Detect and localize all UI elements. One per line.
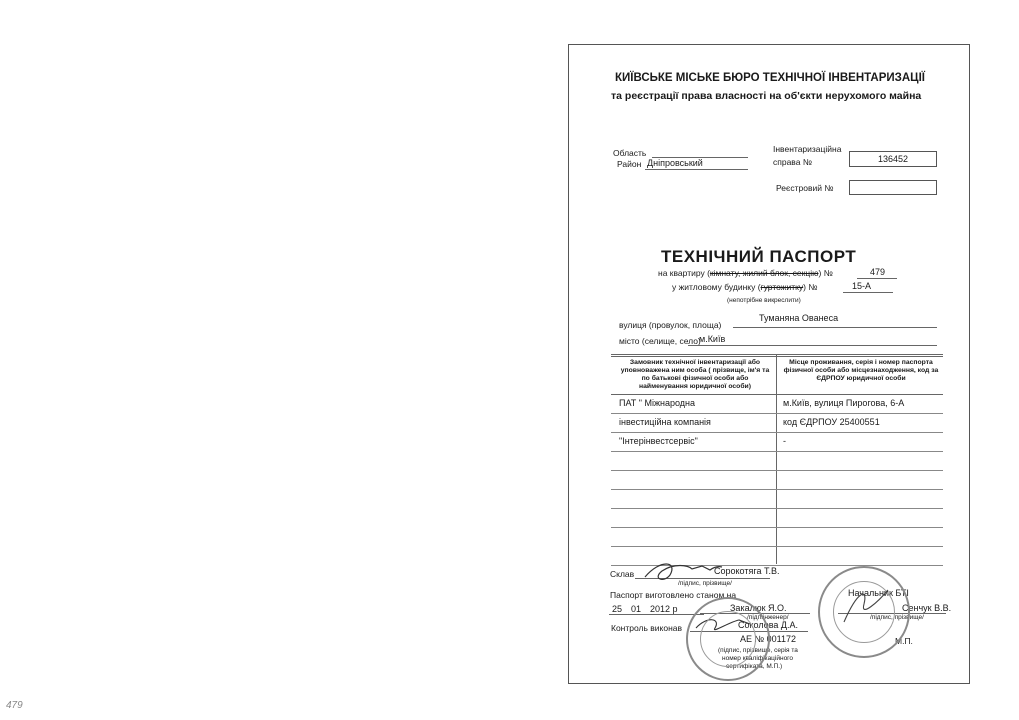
inventory-label-1: Інвентаризаційна [773,144,842,154]
district-underline [645,169,748,170]
table-row [611,413,943,432]
made-as-of-label: Паспорт виготовлено станом на [610,590,737,600]
table-row [611,451,943,470]
inventory-number: 136452 [877,154,909,164]
apartment-number: 479 [870,267,886,277]
controller-name: Соколова Д.А. [738,620,798,630]
apartment-line [658,268,833,278]
controller-caption-3: сертифіката, М.П.) [726,663,783,670]
city-label: місто (селище, село) [619,336,701,346]
document-title: ТЕХНІЧНИЙ ПАСПОРТ [661,247,857,266]
apartment-struck: кімнату, жилий блок, секцію [709,268,819,278]
engineer-name: Закалюк Я.О. [730,603,787,613]
chief-signature-icon [838,582,894,632]
building-prefix: у житловому будинку ( [672,282,761,292]
strike-note: (непотрібне викреслити) [727,297,801,304]
controller-caption-1: (підпис, прізвище, серія та [718,647,798,654]
compiler-signature-icon [640,557,725,585]
building-underline [843,292,893,293]
table-row [611,394,943,413]
date-underline [609,614,704,615]
customer-cell: "Інтерінвестсервіс" [619,436,698,446]
controller-caption-2: номер кваліфікаційного [722,655,794,662]
date-year: 2012 р [650,604,678,614]
building-suffix: ) № [803,282,818,292]
table-row [611,470,943,489]
customer-cell: ПАТ " Міжнародна [619,398,695,408]
district-label: Район [617,159,642,169]
building-struck: гуртожитку [760,282,804,292]
street-value: Туманяна Ованеса [759,313,839,323]
apartment-underline [857,278,897,279]
compiled-name: Сорокотяга Т.В. [714,566,780,576]
date-day: 25 [612,604,623,614]
city-value: м.Київ [699,334,726,344]
certificate-number: АЕ № 001172 [740,634,797,644]
registry-number-box [849,180,937,195]
city-underline [688,345,937,346]
bureau-subtitle: та реєстрації права власності на об'єкти нерухомого майна [611,90,922,102]
table-row [611,508,943,527]
inventory-number-box [849,151,937,167]
controller-seal-icon [686,597,770,681]
chief-name: Сенчук В.В. [902,603,952,613]
date-month: 01 [631,604,642,614]
address-cell: - [783,436,786,446]
building-line [672,282,817,292]
table-header-customer: Замовник технічної інвентаризації або уповноважена ним особа ( прізвище, ім'я та по батькові фізичної особи або найменування юридичної особи) [620,359,770,390]
chief-caption: /підпис, прізвище/ [870,614,924,621]
chief-label: Начальник БТІ [848,588,909,598]
table-row [611,489,943,508]
compiled-caption: /підпис, прізвище/ [678,580,732,587]
region-label: Область [613,148,647,158]
bureau-name: КИЇВСЬКЕ МІСЬКЕ БЮРО ТЕХНІЧНОЇ ІНВЕНТАРИЗАЦІЇ [615,72,925,84]
table-header-address: Місце проживання, серія і номер паспорта фізичної особи або місцезнаходження, код за ЄДРПОУ юридичної особи [783,359,939,382]
apartment-prefix: на квартиру ( [658,268,710,278]
district-value: Дніпровський [647,158,703,168]
street-underline [733,327,937,328]
apartment-suffix: ) № [818,268,833,278]
registry-label: Реєстровий № [776,183,834,193]
compiled-label: Склав [610,569,635,579]
inventory-label-2: справа № [773,157,812,167]
control-label: Контроль виконав [611,623,683,633]
table-row [611,432,943,451]
customer-table [611,354,943,564]
margin-page-number: 479 [6,700,23,711]
address-cell: код ЄДРПОУ 25400551 [783,417,880,427]
customer-cell: інвестиційна компанія [619,417,711,427]
mp-label: М.П. [895,636,913,646]
address-cell: м.Київ, вулиця Пирогова, 6-А [783,398,905,408]
building-number: 15-А [852,281,872,291]
street-label: вулиця (провулок, площа) [619,320,722,330]
engineer-caption: /підп.інженер/ [747,614,789,621]
table-row [611,527,943,546]
